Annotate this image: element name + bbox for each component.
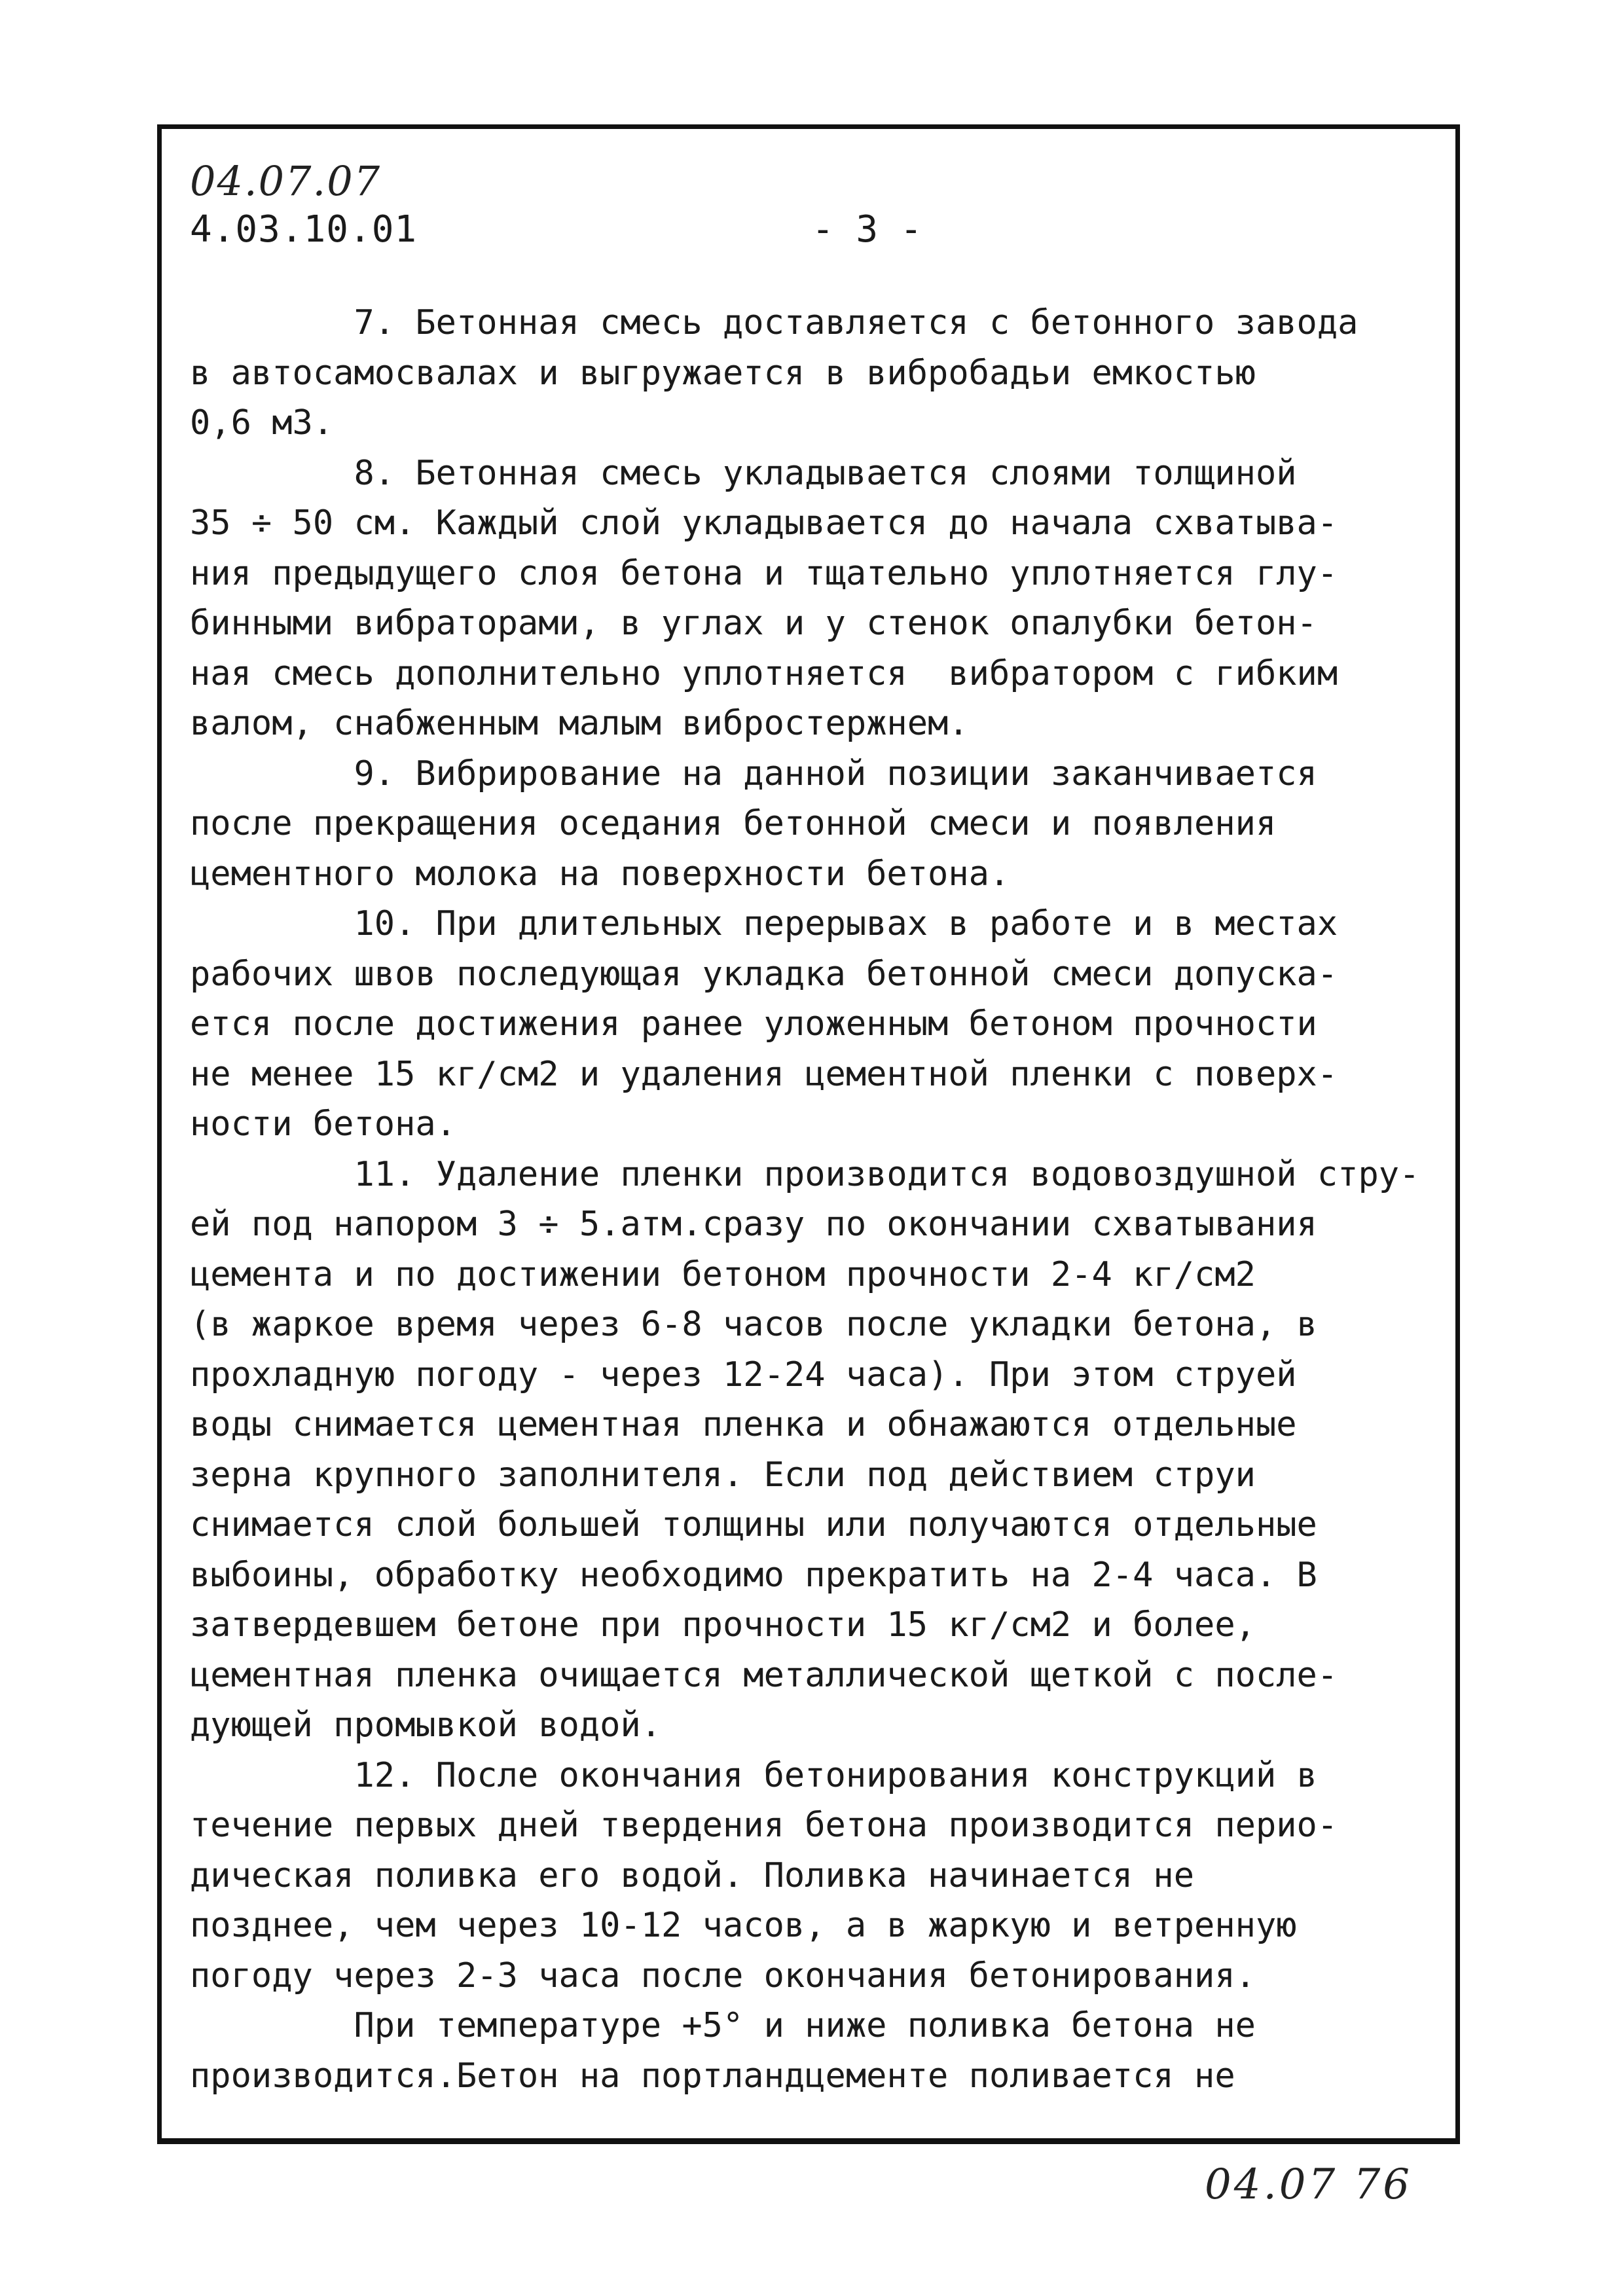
text-line: не менее 15 кг/см2 и удаления цементной пленки с поверх- [190,1054,1338,1094]
text-line: валом, снабженным малым вибростержнем. [190,704,969,743]
handwritten-code: 04.07.07 [190,157,382,205]
text-line: 11. Удаление пленки производится водовоздушной стру- [190,1154,1420,1194]
text-line: снимается слой большей толщины или получаются отдельные [190,1505,1317,1544]
text-line: (в жаркое время через 6-8 часов после укладки бетона, в [190,1305,1317,1344]
text-line: выбоины, обработку необходимо прекратить на 2-4 часа. В [190,1555,1317,1595]
text-line: цементного молока на поверхности бетона. [190,854,1010,894]
text-line: ная смесь дополнительно уплотняется вибратором с гибким [190,653,1338,693]
text-line: ности бетона. [190,1104,456,1144]
text-line: ния предыдущего слоя бетона и тщательно уплотняется глу- [190,553,1338,593]
document-code: 4.03.10.01 [190,208,418,251]
body-text [190,298,1447,2101]
text-line: 9. Вибрирование на данной позиции заканчивается [190,754,1317,793]
text-line: в автосамосвалах и выгружается в вибробадьи емкостью [190,353,1256,393]
text-line: течение первых дней твердения бетона производится перио- [190,1806,1338,1845]
text-line: При температуре +5° и ниже поливка бетона не [190,2006,1256,2045]
footer-stamp: 04.07 76 [1205,2160,1412,2209]
text-line: 0,6 м3. [190,403,334,443]
text-line: затвердевшем бетоне при прочности 15 кг/см2 и более, [190,1605,1256,1645]
text-line: 10. При длительных перерывах в работе и в местах [190,904,1338,943]
text-line: цемента и по достижении бетоном прочности 2-4 кг/см2 [190,1254,1256,1294]
text-line: после прекращения оседания бетонной смеси и появления [190,804,1277,843]
text-line: дическая поливка его водой. Поливка начинается не [190,1855,1195,1895]
text-line: цементная пленка очищается металлической щеткой с после- [190,1655,1338,1695]
text-line: рабочих швов последующая укладка бетонной смеси допуска- [190,954,1338,994]
text-line: 12. После окончания бетонирования конструкций в [190,1755,1317,1795]
text-line: ей под напором 3 ÷ 5.атм.сразу по окончании схватывания [190,1205,1317,1244]
text-line: позднее, чем через 10-12 часов, а в жаркую и ветренную [190,1906,1297,1945]
text-line: 7. Бетонная смесь доставляется с бетонного завода [190,303,1359,342]
text-line: зерна крупного заполнителя. Если под действием струи [190,1455,1256,1495]
page-number: - 3 - [812,208,922,251]
text-line: бинными вибраторами, в углах и у стенок опалубки бетон- [190,604,1317,643]
text-line: ется после достижения ранее уложенным бетоном прочности [190,1004,1317,1044]
text-line: погоду через 2-3 часа после окончания бетонирования. [190,1956,1256,1995]
text-line: производится.Бетон на портландцементе поливается не [190,2056,1235,2096]
text-line: воды снимается цементная пленка и обнажаются отдельные [190,1405,1297,1444]
text-line: дующей промывкой водой. [190,1705,662,1745]
text-line: 8. Бетонная смесь укладывается слоями толщиной [190,453,1297,493]
text-line: 35 ÷ 50 см. Каждый слой укладывается до начала схватыва- [190,503,1338,543]
text-line: прохладную погоду - через 12-24 часа). При этом струей [190,1355,1297,1394]
